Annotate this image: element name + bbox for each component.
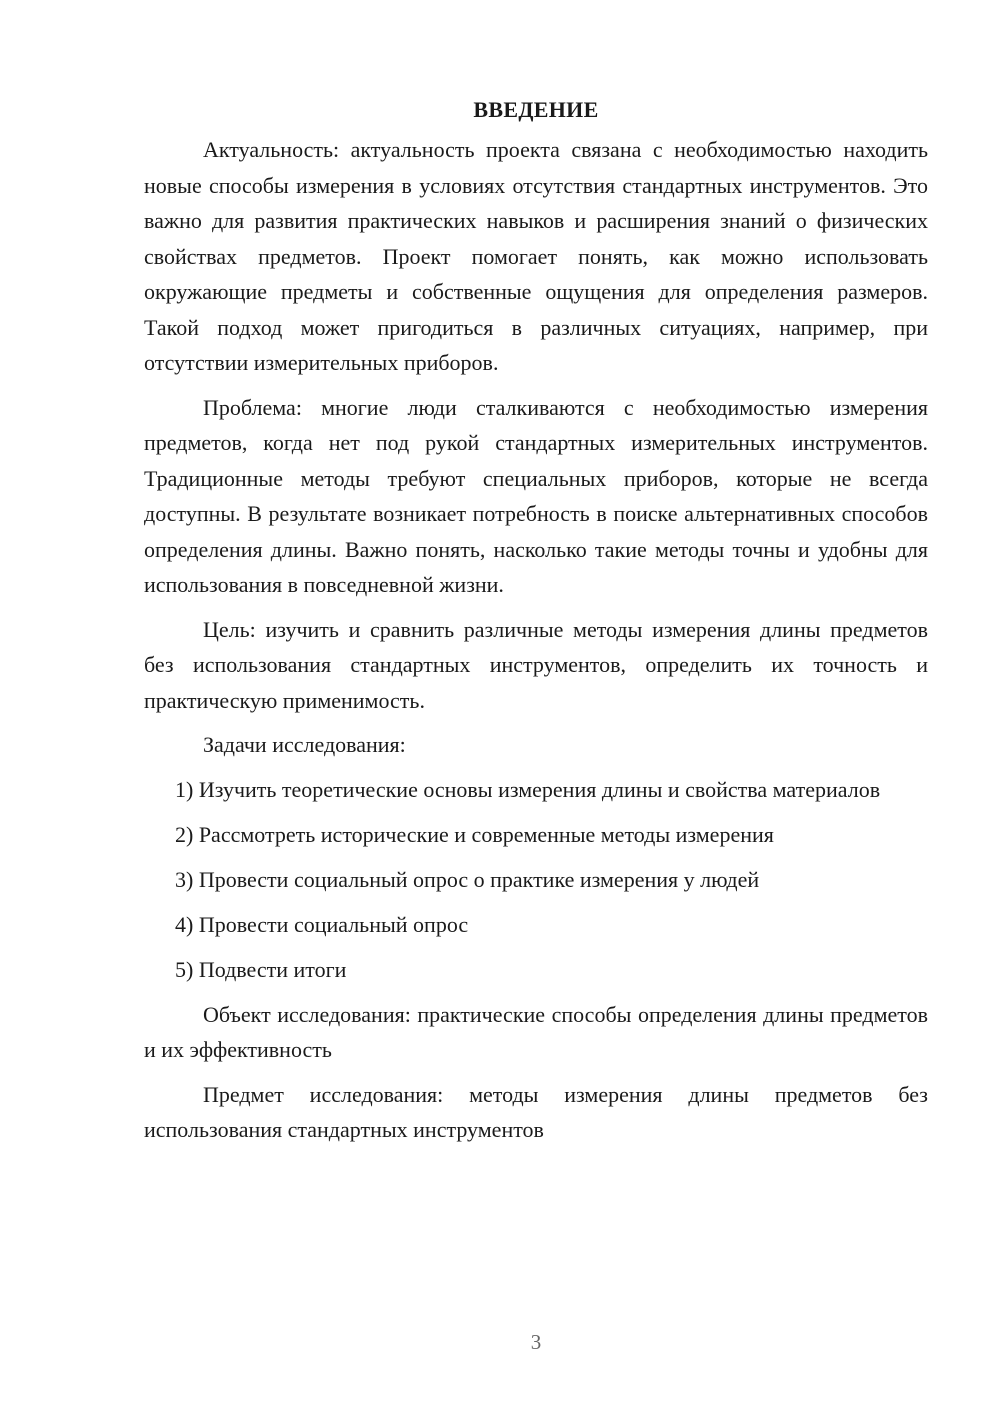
page-number: 3 bbox=[530, 1330, 542, 1354]
list-item: 3) Провести социальный опрос о практике измерения у людей bbox=[175, 866, 760, 892]
paragraph-object: Объект исследования: практические способы определения длины предметов и их эффективность bbox=[144, 1001, 928, 1062]
paragraph-goal: Цель: изучить и сравнить различные методы измерения длины предметов без использования стандартных инструментов, определить их точность и практическую применимость. bbox=[144, 616, 928, 713]
list-item: 2) Рассмотреть исторические и современные методы измерения bbox=[175, 821, 774, 847]
document-page bbox=[144, 92, 928, 1157]
tasks-heading: Задачи исследования: bbox=[203, 732, 406, 757]
list-item: 5) Подвести итоги bbox=[175, 956, 347, 982]
list-item: 4) Провести социальный опрос bbox=[175, 911, 469, 937]
tasks-list bbox=[144, 772, 928, 988]
paragraph-relevance: Актуальность: актуальность проекта связана с необходимостью находить новые способы измерения в условиях отсутствия стандартных инструментов. Это важно для развития практических навыков и расширения знаний о физических свойствах предметов. Проект помогает понять, как можно использовать окружающие предметы и собственные ощущения для определения размеров. Такой подход может пригодиться в различных ситуациях, например, при отсутствии измерительных приборов. bbox=[144, 137, 928, 375]
paragraph-problem: Проблема: многие люди сталкиваются с необходимостью измерения предметов, когда нет под рукой стандартных измерительных инструментов. Традиционные методы требуют специальных приборов, которые не всегда доступны. В результате возникает потребность в поиске альтернативных способов определения длины. Важно понять, насколько такие методы точны и удобны для использования в повседневной жизни. bbox=[144, 394, 928, 597]
list-item: 1) Изучить теоретические основы измерения длины и свойства материалов bbox=[175, 776, 881, 802]
section-title: ВВЕДЕНИЕ bbox=[473, 97, 599, 122]
paragraph-subject: Предмет исследования: методы измерения длины предметов без использования стандартных инструментов bbox=[144, 1081, 928, 1142]
